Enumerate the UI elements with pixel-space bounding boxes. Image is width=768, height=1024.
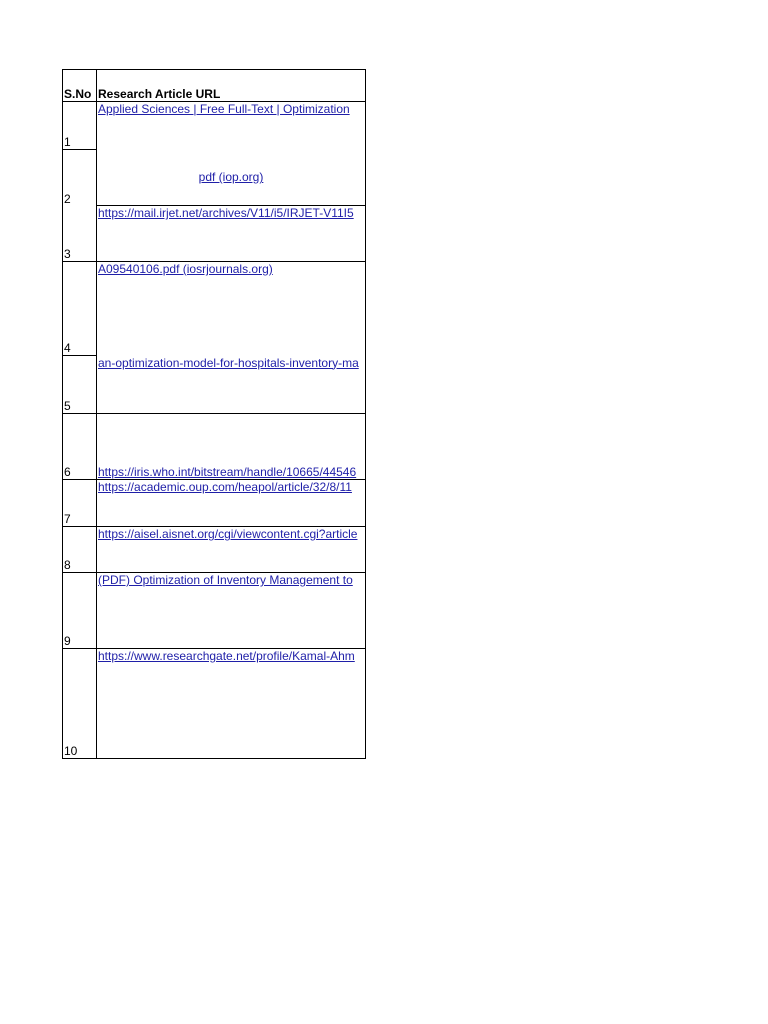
- table-row: [63, 480, 366, 527]
- row-url-cell: [97, 206, 366, 262]
- table-row: [63, 527, 366, 573]
- article-link[interactable]: https://www.researchgate.net/profile/Kamal-Ahm: [98, 649, 355, 663]
- row-number: 9: [63, 573, 97, 649]
- row-url-cell: [97, 356, 366, 414]
- article-link[interactable]: Applied Sciences | Free Full-Text | Optimization: [98, 102, 350, 116]
- table-row: [63, 414, 366, 480]
- article-link[interactable]: pdf (iop.org): [198, 170, 264, 185]
- article-link[interactable]: https://aisel.aisnet.org/cgi/viewcontent.cgi?article: [98, 527, 358, 541]
- row-url-cell: [97, 573, 366, 649]
- row-url-cell: [97, 262, 366, 356]
- article-link[interactable]: (PDF) Optimization of Inventory Management to: [98, 573, 353, 587]
- header-sno: S.No: [63, 70, 97, 102]
- table-row: [63, 102, 366, 150]
- row-number: 1: [63, 102, 97, 150]
- table-row: [63, 150, 366, 206]
- table-row: [63, 356, 366, 414]
- table-row: [63, 262, 366, 356]
- spreadsheet-sheet: [62, 69, 364, 759]
- row-number: 2: [63, 150, 97, 206]
- row-number: 6: [63, 414, 97, 480]
- row-url-cell: [97, 414, 366, 480]
- row-url-cell: [97, 150, 366, 206]
- article-link[interactable]: A09540106.pdf (iosrjournals.org): [98, 262, 273, 276]
- article-link[interactable]: https://iris.who.int/bitstream/handle/10665/44546: [98, 465, 357, 479]
- table-row: [63, 649, 366, 759]
- row-number: 4: [63, 262, 97, 356]
- row-number: 5: [63, 356, 97, 414]
- row-url-cell: [97, 527, 366, 573]
- table-row: [63, 206, 366, 262]
- row-number: 10: [63, 649, 97, 759]
- table-row: [63, 573, 366, 649]
- row-url-cell: [97, 649, 366, 759]
- article-link[interactable]: https://mail.irjet.net/archives/V11/i5/IRJET-V11I5: [98, 206, 354, 220]
- header-research-article-url: Research Article URL: [97, 70, 366, 102]
- row-number: 7: [63, 480, 97, 527]
- table-header-row: [63, 70, 366, 102]
- research-article-table: [62, 69, 366, 759]
- row-url-cell: [97, 480, 366, 527]
- article-link[interactable]: https://academic.oup.com/heapol/article/32/8/11: [98, 480, 352, 494]
- row-number: 3: [63, 206, 97, 262]
- row-number: 8: [63, 527, 97, 573]
- row-url-cell: [97, 102, 366, 150]
- article-link[interactable]: an-optimization-model-for-hospitals-inventory-ma: [98, 355, 359, 370]
